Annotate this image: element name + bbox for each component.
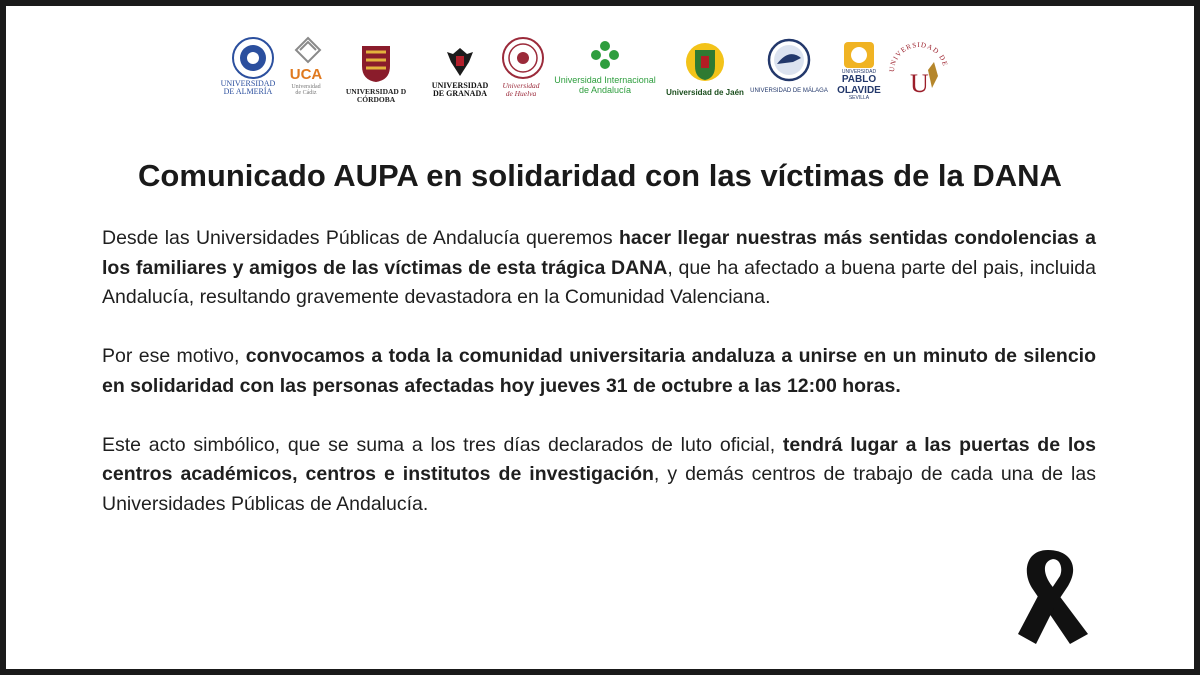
logo-caption: Universidad de Jaén <box>666 88 744 97</box>
logo-caption: de Huelva <box>505 88 537 98</box>
logo-caption: UNIVERSIDAD DE <box>887 40 950 73</box>
almeria-seal-icon <box>231 36 275 80</box>
logo-universidad-de-huelva <box>496 36 546 106</box>
logo-caption: Universidad <box>502 81 540 90</box>
cordoba-shield-icon <box>360 44 392 84</box>
paragraph-text: , y demás centros de trabajo de cada una de las Universidades Públicas de Andalucía. <box>102 463 1096 515</box>
uca-emblem-icon <box>288 36 328 66</box>
logo-caption: Universidad Internacional <box>554 75 656 85</box>
paragraph-emphasis: convocamos a toda la comunidad universitaria andaluza a unirse en un minuto de silencio en solidaridad con las personas afectadas hoy jueves 31 de octubre a las 12:00 horas. <box>102 345 1096 397</box>
granada-eagle-icon <box>445 44 475 80</box>
paragraph-text: , que ha afectado a buena parte del pais, incluida Andalucía, resultando gravemente devastadora en la Comunidad Valenciana. <box>102 256 1096 308</box>
logo-caption: UNIVERSIDAD <box>431 81 489 90</box>
logo-caption: Universidad <box>291 84 321 90</box>
paragraph-emphasis: tendrá lugar a las puertas de los centros académicos, centros e institutos de investigación <box>102 433 1096 485</box>
logo-caption: DE GRANADA <box>433 89 487 99</box>
page-title: Comunicado AUPA en solidaridad con las víctimas de la DANA <box>138 158 1062 193</box>
university-logos-strip <box>216 36 956 106</box>
logo-caption: OLAVIDE <box>837 84 881 96</box>
logo-caption: de Andalucía <box>578 84 632 95</box>
logo-caption: UNIVERSIDAD DE MÁLAGA <box>750 88 828 94</box>
svg-text:UNIVERSIDAD DE SEVILLA <box>886 36 950 72</box>
logo-caption: UNIVERSIDAD <box>220 79 276 88</box>
paragraph-minute-of-silence <box>102 342 1096 401</box>
logo-universidad-pablo-de-olavide <box>834 36 884 106</box>
paragraph-location <box>102 431 1096 520</box>
logo-universidad-de-sevilla <box>884 36 954 106</box>
statement-body <box>102 224 1096 549</box>
mourning-ribbon-icon <box>1008 546 1094 648</box>
paragraph-text: Por ese motivo, <box>102 345 246 367</box>
paragraph-condolences <box>102 224 1096 313</box>
logo-caption: DE ALMERÍA <box>223 87 273 97</box>
paragraph-text: Desde las Universidades Públicas de Andalucía queremos <box>102 227 619 249</box>
logo-universidad-de-jaen <box>664 36 746 106</box>
logo-universidad-de-almeria <box>216 36 280 106</box>
logo-universidad-internacional-de-andalucia <box>546 36 664 106</box>
logo-caption: SEVILLA <box>848 95 870 102</box>
logo-caption: de Cádiz <box>295 90 317 97</box>
logo-caption: PABLO <box>841 74 877 86</box>
logo-universidad-de-cordoba <box>328 36 424 106</box>
olavide-emblem-icon <box>842 40 876 70</box>
unia-flower-icon <box>588 38 622 72</box>
logo-caption: UNIVERSIDAD <box>841 69 877 75</box>
logo-universidad-de-granada <box>426 36 494 106</box>
statement-card <box>6 6 1194 669</box>
malaga-seal-icon <box>767 38 811 82</box>
logo-universidad-de-malaga <box>746 36 832 106</box>
jaen-shield-icon <box>685 40 725 84</box>
paragraph-emphasis: hacer llegar nuestras más sentidas condolencias a los familiares y amigos de las víctimas de esta trágica DANA <box>102 227 1096 279</box>
logo-caption: UCA <box>289 66 323 83</box>
sevilla-seal-icon <box>886 36 952 102</box>
huelva-seal-icon <box>501 36 545 80</box>
paragraph-text: Este acto simbólico, que se suma a los tres días declarados de luto oficial, <box>102 433 783 456</box>
logo-caption: UNIVERSIDAD D CÓRDOBA <box>345 87 407 104</box>
svg-text:U: U <box>910 69 929 98</box>
logo-universidad-de-cadiz <box>282 36 330 106</box>
